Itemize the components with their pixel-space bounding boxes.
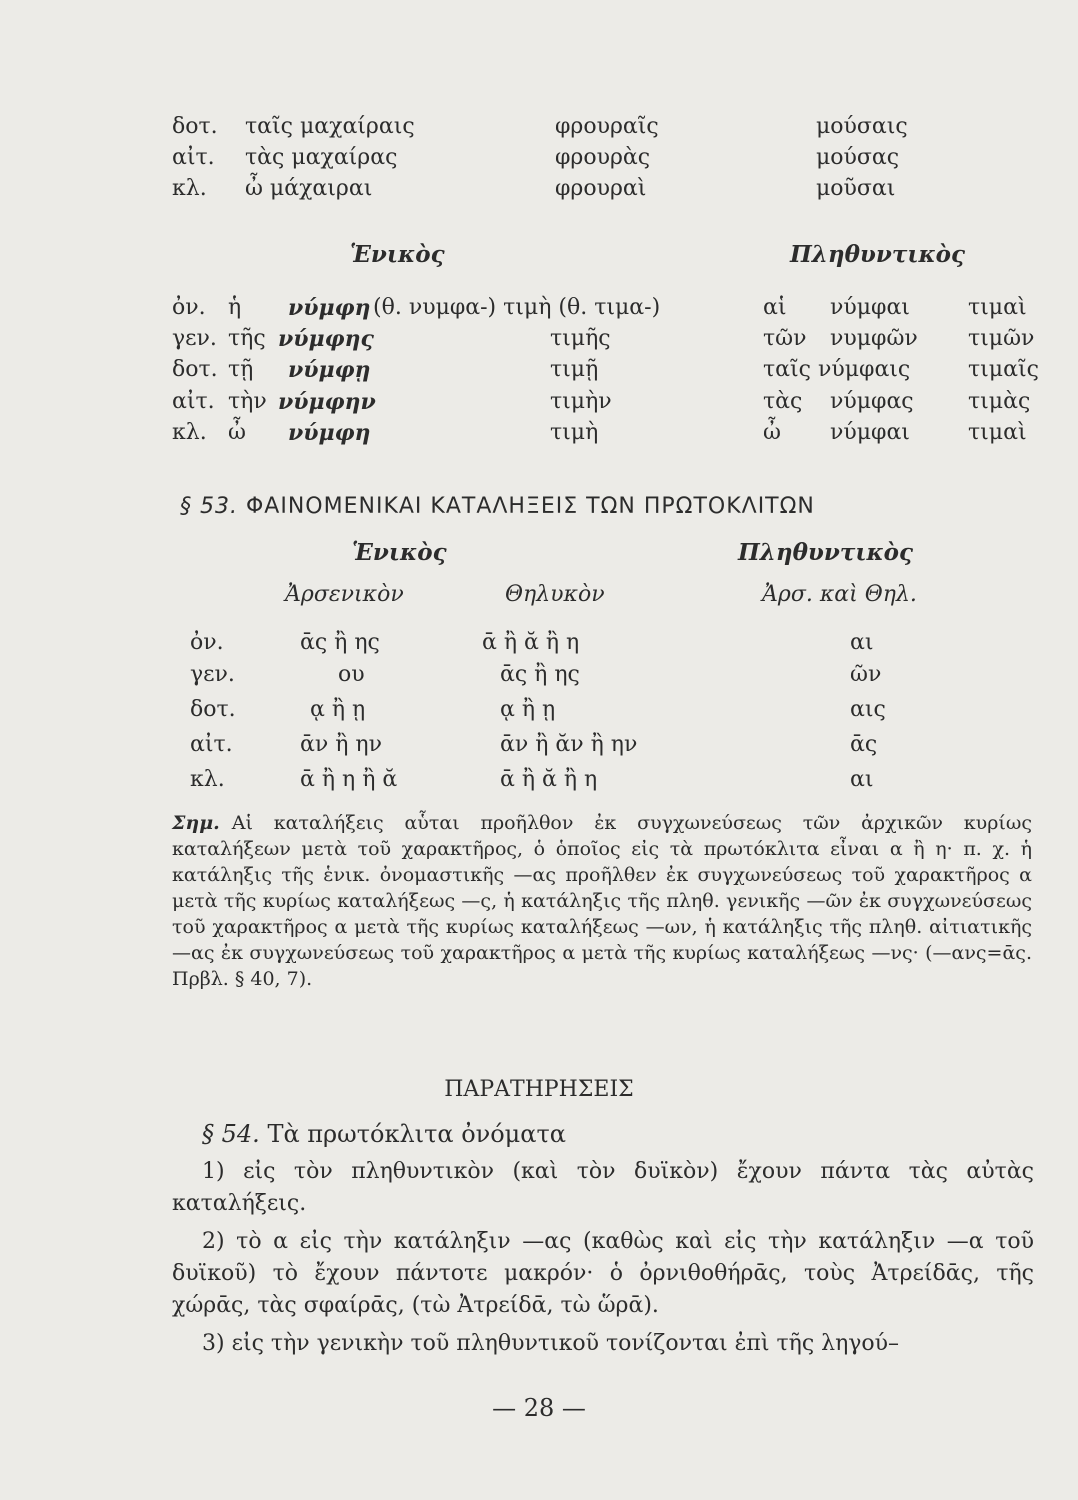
masc-ending: ου [338,662,365,687]
note-text: Αἱ καταλήξεις αὗται προῆλθον ἐκ συγχωνεύσεως τῶν ἀρχικῶν κυρίως καταλήξεων μετὰ τοῦ χαρακτῆρος, ὁ ὁποῖος εἰς τὰ πρωτόκλιτα εἶναι α ἢ η· π. χ. ἡ κατάληξις τῆς ἑνικ. ὀνομαστικῆς —ας προῆλθεν ἐκ συγχωνεύσεως τοῦ χαρακτῆρος α μετὰ τῆς κυρίως καταλήξεως —ς, ἡ κατάληξις τῆς πληθ. γενικῆς —ῶν ἐκ συγχωνεύσεως τοῦ χαρακτῆρος α μετὰ τῆς κυρίως καταλήξεως —ων, ἡ κατάληξις τῆς πληθ. αἰτιατικῆς —ας ἐκ συγχωνεύσεως τοῦ χαρακτῆρος α μετὰ τῆς κυρίως καταλήξεως —νς· (—ανς=ᾱς. Πρβλ. § 40, 7). [172,812,1032,990]
fem-ending: ᾱ ἢ ᾰ ἢ η [482,630,580,655]
note-paragraph [172,810,1032,992]
plural-form: τιμαῖς [968,357,1039,382]
masc-ending: ᾳ ἢ ῃ [310,697,366,722]
form-cell: ὦ μάχαιραι [245,176,373,201]
form-cell: τὰς μαχαίρας [245,145,398,170]
masc-ending: ᾱν ἢ ην [300,732,382,757]
section-lead: Τὰ πρωτόκλιτα ὀνόματα [267,1120,566,1148]
plural-header: Πληθυντικὸς [738,539,914,566]
fem-ending: ᾱ ἢ ᾰ ἢ η [500,767,598,792]
form-cell: τιμὴν [550,389,612,414]
case-label: δοτ. [172,114,218,139]
plural-form: τιμαὶ [968,420,1027,445]
case-label: κλ. [190,767,225,792]
noun-form: νύμφης [278,326,374,352]
fem-ending: ᾱς ἢ ης [500,662,580,687]
singular-header: Ἑνικὸς [350,241,445,268]
case-label: κλ. [172,420,207,445]
case-label: κλ. [172,176,207,201]
plural-article: τῶν [763,326,807,351]
section-number: § 54. [202,1120,260,1148]
form-cell: τιμῆς [550,326,611,351]
form-cell: μούσαις [816,114,908,139]
article: τὴν [228,389,267,414]
form-cell: μοῦσαι [816,176,896,201]
col-plural: Ἀρσ. καὶ Θηλ. [762,582,917,607]
form-cell: φρουραὶ [555,176,647,201]
plural-ending: αις [850,697,886,722]
form-cell: τιμῇ [550,357,599,382]
form-cell: (θ. νυμφα-) τιμὴ (θ. τιμα-) [373,295,661,320]
article: τῆς [228,326,266,351]
case-label: γεν. [172,326,217,351]
fem-ending: ᾳ ἢ ῃ [500,697,556,722]
observations-body [172,1118,1034,1366]
observation-paragraph: 3) εἰς τὴν γενικὴν τοῦ πληθυντικοῦ τονίζονται ἐπὶ τῆς ληγού– [202,1331,900,1356]
singular-header: Ἑνικὸς [352,539,447,566]
form-cell: ταῖς μαχαίραις [245,114,415,139]
form-cell: φρουραῖς [555,114,659,139]
page-number: — 28 — [492,1394,586,1422]
col-masculine: Ἀρσενικὸν [285,582,404,607]
article: τῇ [228,357,254,382]
case-label: δοτ. [190,697,236,722]
form-cell: φρουρὰς [555,145,651,170]
plural-article: ὦ [763,420,781,445]
plural-header: Πληθυντικὸς [790,241,966,268]
plural-ending: αι [850,630,874,655]
plural-ending: αι [850,767,874,792]
noun-form: νύμφη [288,420,371,446]
article: ὦ [228,420,246,445]
noun-form: νύμφη [288,295,371,321]
fem-ending: ᾱν ἢ ᾰν ἢ ην [500,732,638,757]
case-label: δοτ. [172,357,218,382]
masc-ending: ᾱς ἢ ης [300,630,380,655]
masc-ending: ᾱ ἢ η ἢ ᾰ [300,767,398,792]
case-label: γεν. [190,662,235,687]
section-number: § 53. [180,494,238,519]
case-label: αἰτ. [172,389,215,414]
section-53-heading [180,492,815,522]
plural-form: νύμφας [830,389,914,414]
plural-ending: ῶν [850,662,882,687]
case-label: αἰτ. [172,145,215,170]
article: ἡ [228,295,242,320]
plural-article: τὰς [763,389,803,414]
observations-title: ΠΑΡΑΤΗΡΗΣΕΙΣ [444,1077,634,1102]
case-label: αἰτ. [190,732,233,757]
note-block [172,810,1032,992]
plural-form: νύμφαι [830,295,910,320]
col-feminine: Θηλυκὸν [505,582,605,607]
plural-form: νυμφῶν [830,326,918,351]
form-cell: τιμὴ [550,420,599,445]
observation-paragraph: 1) εἰς τὸν πληθυντικὸν (καὶ τὸν δυϊκὸν) ἔχουν πάντα τὰς αὐτὰς καταλήξεις. [172,1159,1034,1216]
observation-paragraph: 2) τὸ α εἰς τὴν κατάληξιν —ας (καθὼς καὶ εἰς τὴν κατάληξιν —α τοῦ δυϊκοῦ) τὸ ἔχουν πάντοτε μακρόν· ὁ ὀρνιθοθήρᾱς, τοὺς Ἀτρείδᾱς, τῆς χώρᾱς, τὰς σφαίρᾱς, (τὼ Ἀτρείδᾱ, τὼ ὥρᾱ). [172,1229,1034,1318]
plural-article: ταῖς [763,357,811,382]
case-label: ὀν. [172,295,206,320]
plural-ending: ᾱς [850,732,878,757]
form-cell: μούσας [816,145,900,170]
plural-form: τιμαὶ [968,295,1027,320]
plural-form: νύμφαι [830,420,910,445]
note-label: Σημ. [172,812,220,834]
noun-form: νύμφῃ [288,357,371,383]
plural-form: νύμφαις [818,357,911,382]
case-label: ὀν. [190,630,224,655]
noun-form: νύμφην [278,389,376,415]
plural-form: τιμὰς [968,389,1031,414]
section-54-heading [172,1118,1034,1150]
plural-form: τιμῶν [968,326,1035,351]
section-title: ΦΑΙΝΟΜΕΝΙΚΑΙ ΚΑΤΑΛΗΞΕΙΣ ΤΩΝ ΠΡΩΤΟΚΛΙΤΩΝ [245,494,815,519]
plural-article: αἱ [763,295,787,320]
